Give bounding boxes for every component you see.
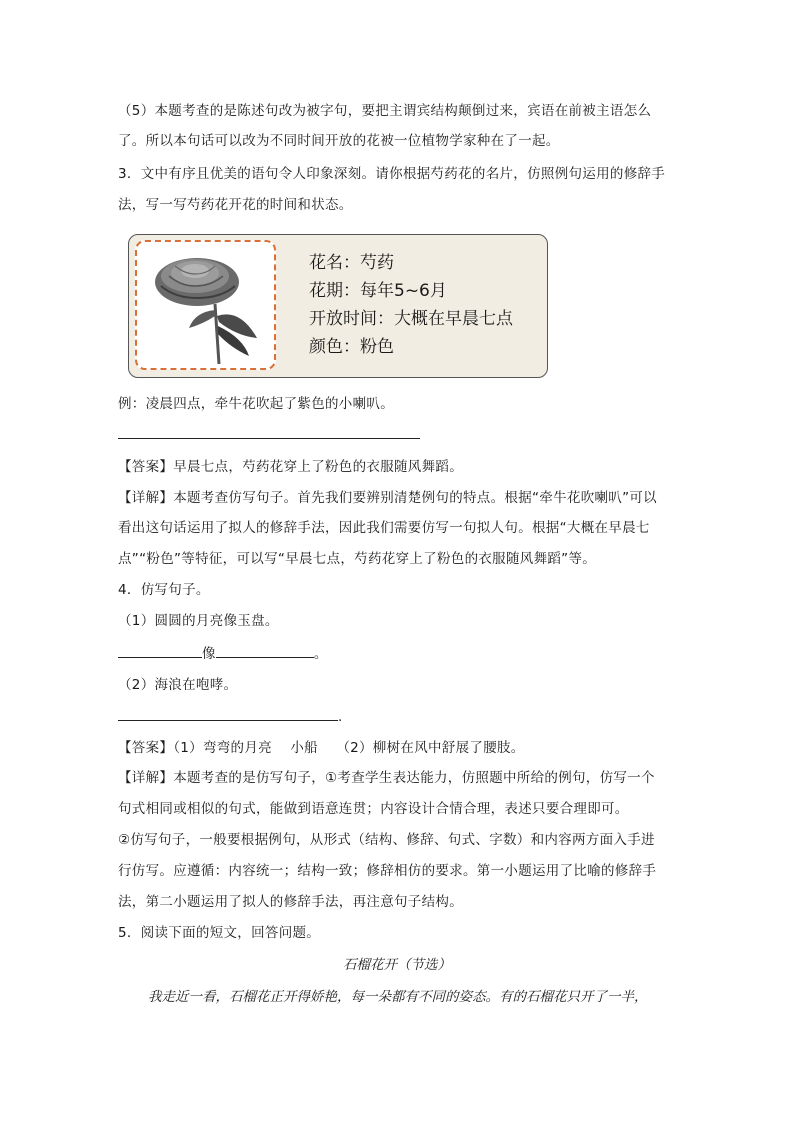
peony-name-card bbox=[128, 234, 548, 378]
question-4-1: （1）圆圆的月亮像玉盘。 bbox=[118, 613, 279, 629]
card-color: 颜色：粉色 bbox=[309, 337, 394, 357]
fill-blank bbox=[216, 643, 314, 658]
text-line: 法，第二小题运用了拟人的修辞手法，再注意句子结构。 bbox=[118, 894, 463, 910]
text-line: ②仿写句子，一般要根据例句，从形式（结构、修辞、句式、字数）和内容两方面入手进 bbox=[118, 832, 655, 848]
question-4: 4．仿写句子。 bbox=[118, 582, 210, 598]
text-line: 点”“粉色”等特征，可以写“早晨七点，芍药花穿上了粉色的衣服随风舞蹈”等。 bbox=[118, 551, 597, 567]
text-line: 句式相同或相似的句式，能做到语意连贯；内容设计合情合理，表述只要合理即可。 bbox=[118, 801, 629, 817]
example-sentence: 例：凌晨四点，牵牛花吹起了紫色的小喇叭。 bbox=[118, 396, 394, 412]
text-line: 了。所以本句话可以改为不同时间开放的花被一位植物学家种在了一起。 bbox=[118, 133, 560, 149]
card-open-time: 开放时间：大概在早晨七点 bbox=[309, 309, 513, 329]
card-flower-season: 花期：每年5~6月 bbox=[309, 281, 447, 301]
fill-blank bbox=[118, 424, 420, 439]
blank-end: . bbox=[338, 709, 343, 725]
question-3: 3．文中有序且优美的语句令人印象深刻。请你根据芍药花的名片，仿照例句运用的修辞手 bbox=[118, 166, 666, 182]
detail-3: 【详解】本题考查仿写句子。首先我们要辨别清楚例句的特点。根据“牵牛花吹喇叭”可以 bbox=[118, 490, 657, 506]
peony-flower-icon bbox=[145, 246, 265, 366]
text-line: 法，写一写芍药花开花的时间和状态。 bbox=[118, 197, 353, 213]
fill-blank bbox=[118, 706, 338, 721]
blank-connector: 像 bbox=[202, 646, 216, 662]
question-4-2: （2）海浪在咆哮。 bbox=[118, 677, 238, 693]
question-4-2-blank bbox=[118, 706, 343, 727]
blank-end: 。 bbox=[313, 646, 328, 662]
answer-3: 【答案】早晨七点，芍药花穿上了粉色的衣服随风舞蹈。 bbox=[118, 459, 463, 475]
text-line: 行仿写。应遵循：内容统一；结构一致；修辞相仿的要求。第一小题运用了比喻的修辞手 bbox=[118, 863, 657, 879]
text-line: （5）本题考查的是陈述句改为被字句，要把主谓宾结构颠倒过来，宾语在前被主语怎么 bbox=[118, 103, 652, 119]
peony-photo-frame bbox=[135, 240, 276, 370]
card-flower-name: 花名：芍药 bbox=[309, 253, 394, 273]
text-line: 看出这句话运用了拟人的修辞手法，因此我们需要仿写一句拟人句。根据“大概在早晨七 bbox=[118, 520, 650, 536]
answer-blank-3 bbox=[118, 424, 420, 445]
passage-excerpt: 我走近一看，石榴花正开得娇艳，每一朵都有不同的姿态。有的石榴花只开了一半， bbox=[148, 989, 648, 1005]
question-5: 5．阅读下面的短文，回答问题。 bbox=[118, 925, 321, 941]
answer-4: 【答案】（1）弯弯的月亮 小船 （2）柳树在风中舒展了腰肢。 bbox=[118, 740, 525, 756]
question-4-1-blanks bbox=[118, 643, 328, 664]
detail-4: 【详解】本题考查的是仿写句子，①考查学生表达能力，仿照题中所给的例句，仿写一个 bbox=[118, 770, 655, 786]
passage-title: 石榴花开（节选） bbox=[343, 957, 451, 973]
fill-blank bbox=[118, 643, 202, 658]
